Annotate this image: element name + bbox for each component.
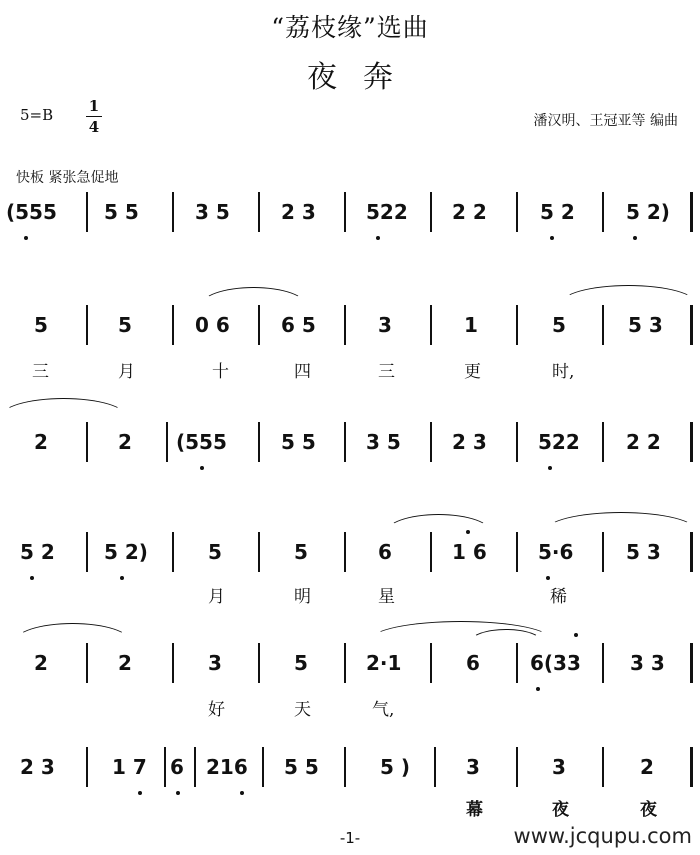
measure-note: 3 5 [366,430,401,454]
low-octave-dot [550,236,554,240]
barline [602,532,604,572]
measure-note: 5 5 [284,755,319,779]
lyric: 三 [378,362,395,382]
measure-note: 522 [366,200,408,224]
composer-credit: 潘汉明、王冠亚等 编曲 [533,113,678,129]
barline [430,305,432,345]
barline [86,747,88,787]
measure-note: 2 [34,430,48,454]
measure-note: 5 3 [626,540,661,564]
lyric: 时, [552,362,575,382]
barline [344,422,346,462]
barline [516,192,518,232]
barline [86,532,88,572]
measure-note: (555 [176,430,227,454]
barline [430,422,432,462]
lyric: 天 [294,700,311,720]
measure-note: 1 6 [452,540,487,564]
lyric: 夜 [552,800,569,820]
barline [172,305,174,345]
barline [344,192,346,232]
measure-note: 3 5 [195,200,230,224]
barline [172,192,174,232]
barline [602,643,604,683]
measure-note: 2 [118,651,132,675]
measure-note: 6 [466,651,480,675]
barline [516,422,518,462]
measure-note: 2 [118,430,132,454]
measure-note: 3 [466,755,480,779]
measure-note: 5 [294,540,308,564]
watermark: www.jcqupu.com [513,824,692,848]
measure-note: 2 3 [281,200,316,224]
slur-mark [200,287,307,306]
lyric: 三 [32,362,49,382]
barline [194,747,196,787]
barline [258,643,260,683]
measure-note: 2·1 [366,651,402,675]
measure-note: 6 5 [281,313,316,337]
barline [690,643,693,683]
barline [172,643,174,683]
barline [690,747,693,787]
barline [516,643,518,683]
measure-note: 3 [208,651,222,675]
lyric: 稀 [550,587,567,607]
measure-note: 1 7 [112,755,147,779]
time-signature-top: 1 [88,97,100,115]
lyric: 月 [118,362,135,382]
barline [602,305,604,345]
lyric: 十 [212,362,229,382]
measure-note: (555 [6,200,57,224]
slur-mark [385,514,492,533]
lyric: 四 [294,362,311,382]
key-signature: 5=B [20,106,54,124]
measure-note: 2 [640,755,654,779]
barline [86,192,88,232]
tempo-marking: 快板 紧张急促地 [16,170,119,186]
time-signature-bottom: 4 [88,118,100,136]
measure-note: 5 2 [20,540,55,564]
barline [344,532,346,572]
low-octave-dot [633,236,637,240]
measure-note: 5·6 [538,540,574,564]
barline [258,422,260,462]
barline [516,305,518,345]
barline [430,643,432,683]
lyric: 更 [464,362,481,382]
song-title: 夜奔 [307,60,419,95]
barline [258,532,260,572]
lyric: 明 [294,587,311,607]
measure-note: 5 3 [628,313,663,337]
low-octave-dot [240,791,244,795]
measure-note: 5 2) [626,200,670,224]
low-octave-dot [376,236,380,240]
barline [86,422,88,462]
barline [434,747,436,787]
low-octave-dot [138,791,142,795]
measure-note: 5 5 [104,200,139,224]
measure-note: 5 5 [281,430,316,454]
barline [430,192,432,232]
measure-note: 6 [378,540,392,564]
measure-note: 1 [464,313,478,337]
measure-note: 3 [552,755,566,779]
measure-note: 5 2 [540,200,575,224]
measure-note: 2 [34,651,48,675]
barline [262,747,264,787]
barline [166,422,168,462]
lyric: 月 [208,587,225,607]
time-signature [86,97,102,136]
measure-note: 216 [206,755,248,779]
measure-note: 2 3 [20,755,55,779]
barline [344,305,346,345]
barline [602,422,604,462]
lyric: 气, [372,700,395,720]
measure-note: 6 [170,755,184,779]
lyric: 夜 [640,800,657,820]
suite-title: “荔枝缘”选曲 [271,13,429,42]
high-octave-dot [466,530,470,534]
barline [164,747,166,787]
barline [172,532,174,572]
barline [690,532,693,572]
low-octave-dot [24,236,28,240]
measure-note: 5 [208,540,222,564]
barline [690,305,693,345]
low-octave-dot [30,576,34,580]
measure-note: 5 [294,651,308,675]
barline [690,422,693,462]
barline [430,532,432,572]
barline [344,643,346,683]
measure-note: 5 [118,313,132,337]
measure-note: 3 3 [630,651,665,675]
low-octave-dot [176,791,180,795]
barline [258,305,260,345]
slur-mark [0,398,127,417]
measure-note: 0 6 [195,313,230,337]
low-octave-dot [536,687,540,691]
accent-dot [574,633,578,637]
low-octave-dot [120,576,124,580]
measure-note: 6(33 [530,651,581,675]
slur-mark [545,512,697,531]
lyric: 好 [208,700,225,720]
barline [86,305,88,345]
barline [344,747,346,787]
measure-note: 522 [538,430,580,454]
low-octave-dot [548,466,552,470]
lyric: 幕 [466,800,483,820]
low-octave-dot [546,576,550,580]
low-octave-dot [200,466,204,470]
measure-note: 5 [552,313,566,337]
measure-note: 2 3 [452,430,487,454]
barline [258,192,260,232]
time-signature-line [86,116,102,117]
barline [690,192,693,232]
lyric: 星 [378,587,395,607]
measure-note: 2 2 [626,430,661,454]
measure-note: 5 ) [380,755,411,779]
barline [602,192,604,232]
measure-note: 3 [378,313,392,337]
barline [516,747,518,787]
barline [602,747,604,787]
page-number: -1- [339,829,361,847]
measure-note: 5 2) [104,540,148,564]
measure-note: 2 2 [452,200,487,224]
measure-note: 5 [34,313,48,337]
barline [516,532,518,572]
slur-mark [14,623,131,642]
slur-mark [560,285,697,304]
barline [86,643,88,683]
